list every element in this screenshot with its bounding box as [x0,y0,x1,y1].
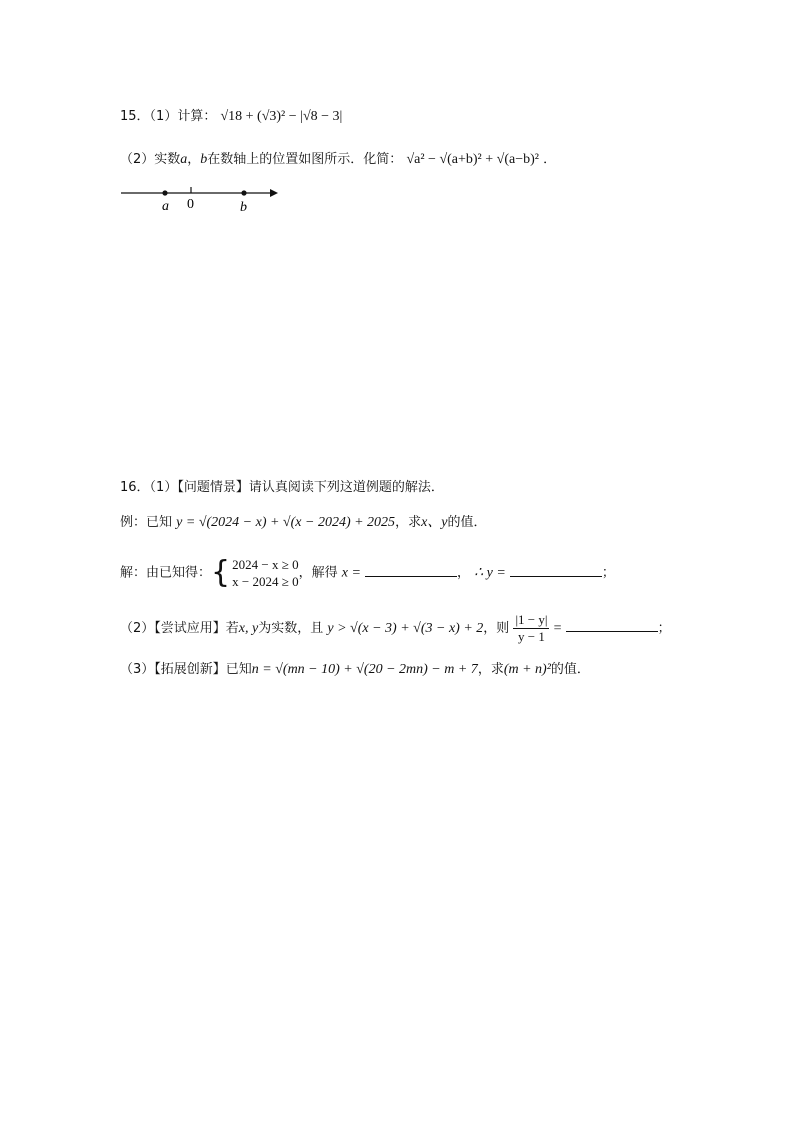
solution-x-label: x = [341,565,361,581]
q16-example-prefix: 例：已知 [120,515,173,530]
number-line-figure [118,182,283,216]
q15-var-b: b [200,152,208,167]
q15-var-a: a [180,152,188,167]
answer-blank-x[interactable] [365,562,457,577]
answer-blank-fraction[interactable] [566,617,658,632]
q15-part2-end: ． [543,152,557,167]
point-b [241,190,246,195]
number-line-arrow [270,189,278,197]
q16-number: 16． [120,480,150,495]
q16-part2-text: 为实数，且 [258,621,324,636]
fraction-denominator: y − 1 [518,629,545,644]
q16-part3-target: (m + n)² [503,662,551,677]
q16-part3 [120,660,590,680]
q16-solution-mid: ，解得 [298,565,338,581]
answer-blank-y[interactable] [510,562,602,577]
q16-part2-fraction [513,612,549,645]
q16-part1-label: （1）【问题情景】请认真阅读下列这道例题的解法． [149,480,444,495]
q16-part2-vars: x, y [238,621,259,636]
solution-y-label: ∴ y = [474,565,506,581]
q16-example-end: 的值． [447,515,487,530]
q16-example-vars: x、y [421,515,448,530]
q15-part2-expression: √a² − √(a+b)² + √(a−b)² [406,152,539,167]
q15-part1-label: （1）计算： [149,109,217,124]
condition-1: 2024 − x ≥ 0 [232,557,299,572]
q15-part2-label: （2）实数 [120,152,181,167]
label-zero: 0 [187,197,194,212]
system-brace: { [211,555,231,590]
q16-part3-end: 的值． [550,662,590,677]
q16-solution-prefix: 解：由已知得： [120,565,212,581]
q15-comma: ， [187,152,201,167]
q15-part1 [120,107,342,127]
q16-part1 [120,478,444,498]
q16-part2 [120,612,671,646]
q16-example-expression: y = √(2024 − x) + √(x − 2024) + 2025 [176,515,396,530]
q16-solution [120,556,615,591]
q16-part2-label: （2）【尝试应用】若 [120,621,239,636]
q16-part2-then: ，则 [483,621,510,636]
q16-solution-end: ； [601,565,615,581]
q16-solution-comma: ， [457,565,471,581]
q16-part3-mid: ，求 [477,662,504,677]
q16-example-suffix: ，求 [395,515,422,530]
fraction-numerator: |1 − y| [515,612,548,627]
q16-part3-expression: n = √(mn − 10) + √(20 − 2mn) − m + 7 [251,662,478,677]
q15-number: 15． [120,109,150,124]
q16-part3-label: （3）【拓展创新】已知 [120,662,252,677]
condition-system [232,556,298,590]
label-a: a [162,199,169,214]
q16-part2-end: ； [657,621,671,636]
q16-part2-equals: = [553,621,562,636]
condition-2: x − 2024 ≥ 0 [232,574,299,589]
q16-example [120,513,487,533]
q15-part2-text: 在数轴上的位置如图所示．化简： [207,152,403,167]
q16-part2-expression: y > √(x − 3) + √(3 − x) + 2 [327,621,484,636]
q15-part1-expression: √18 + (√3)² − |√8 − 3| [220,109,343,124]
point-a [162,190,167,195]
q15-part2 [120,150,556,170]
label-b: b [240,200,247,215]
